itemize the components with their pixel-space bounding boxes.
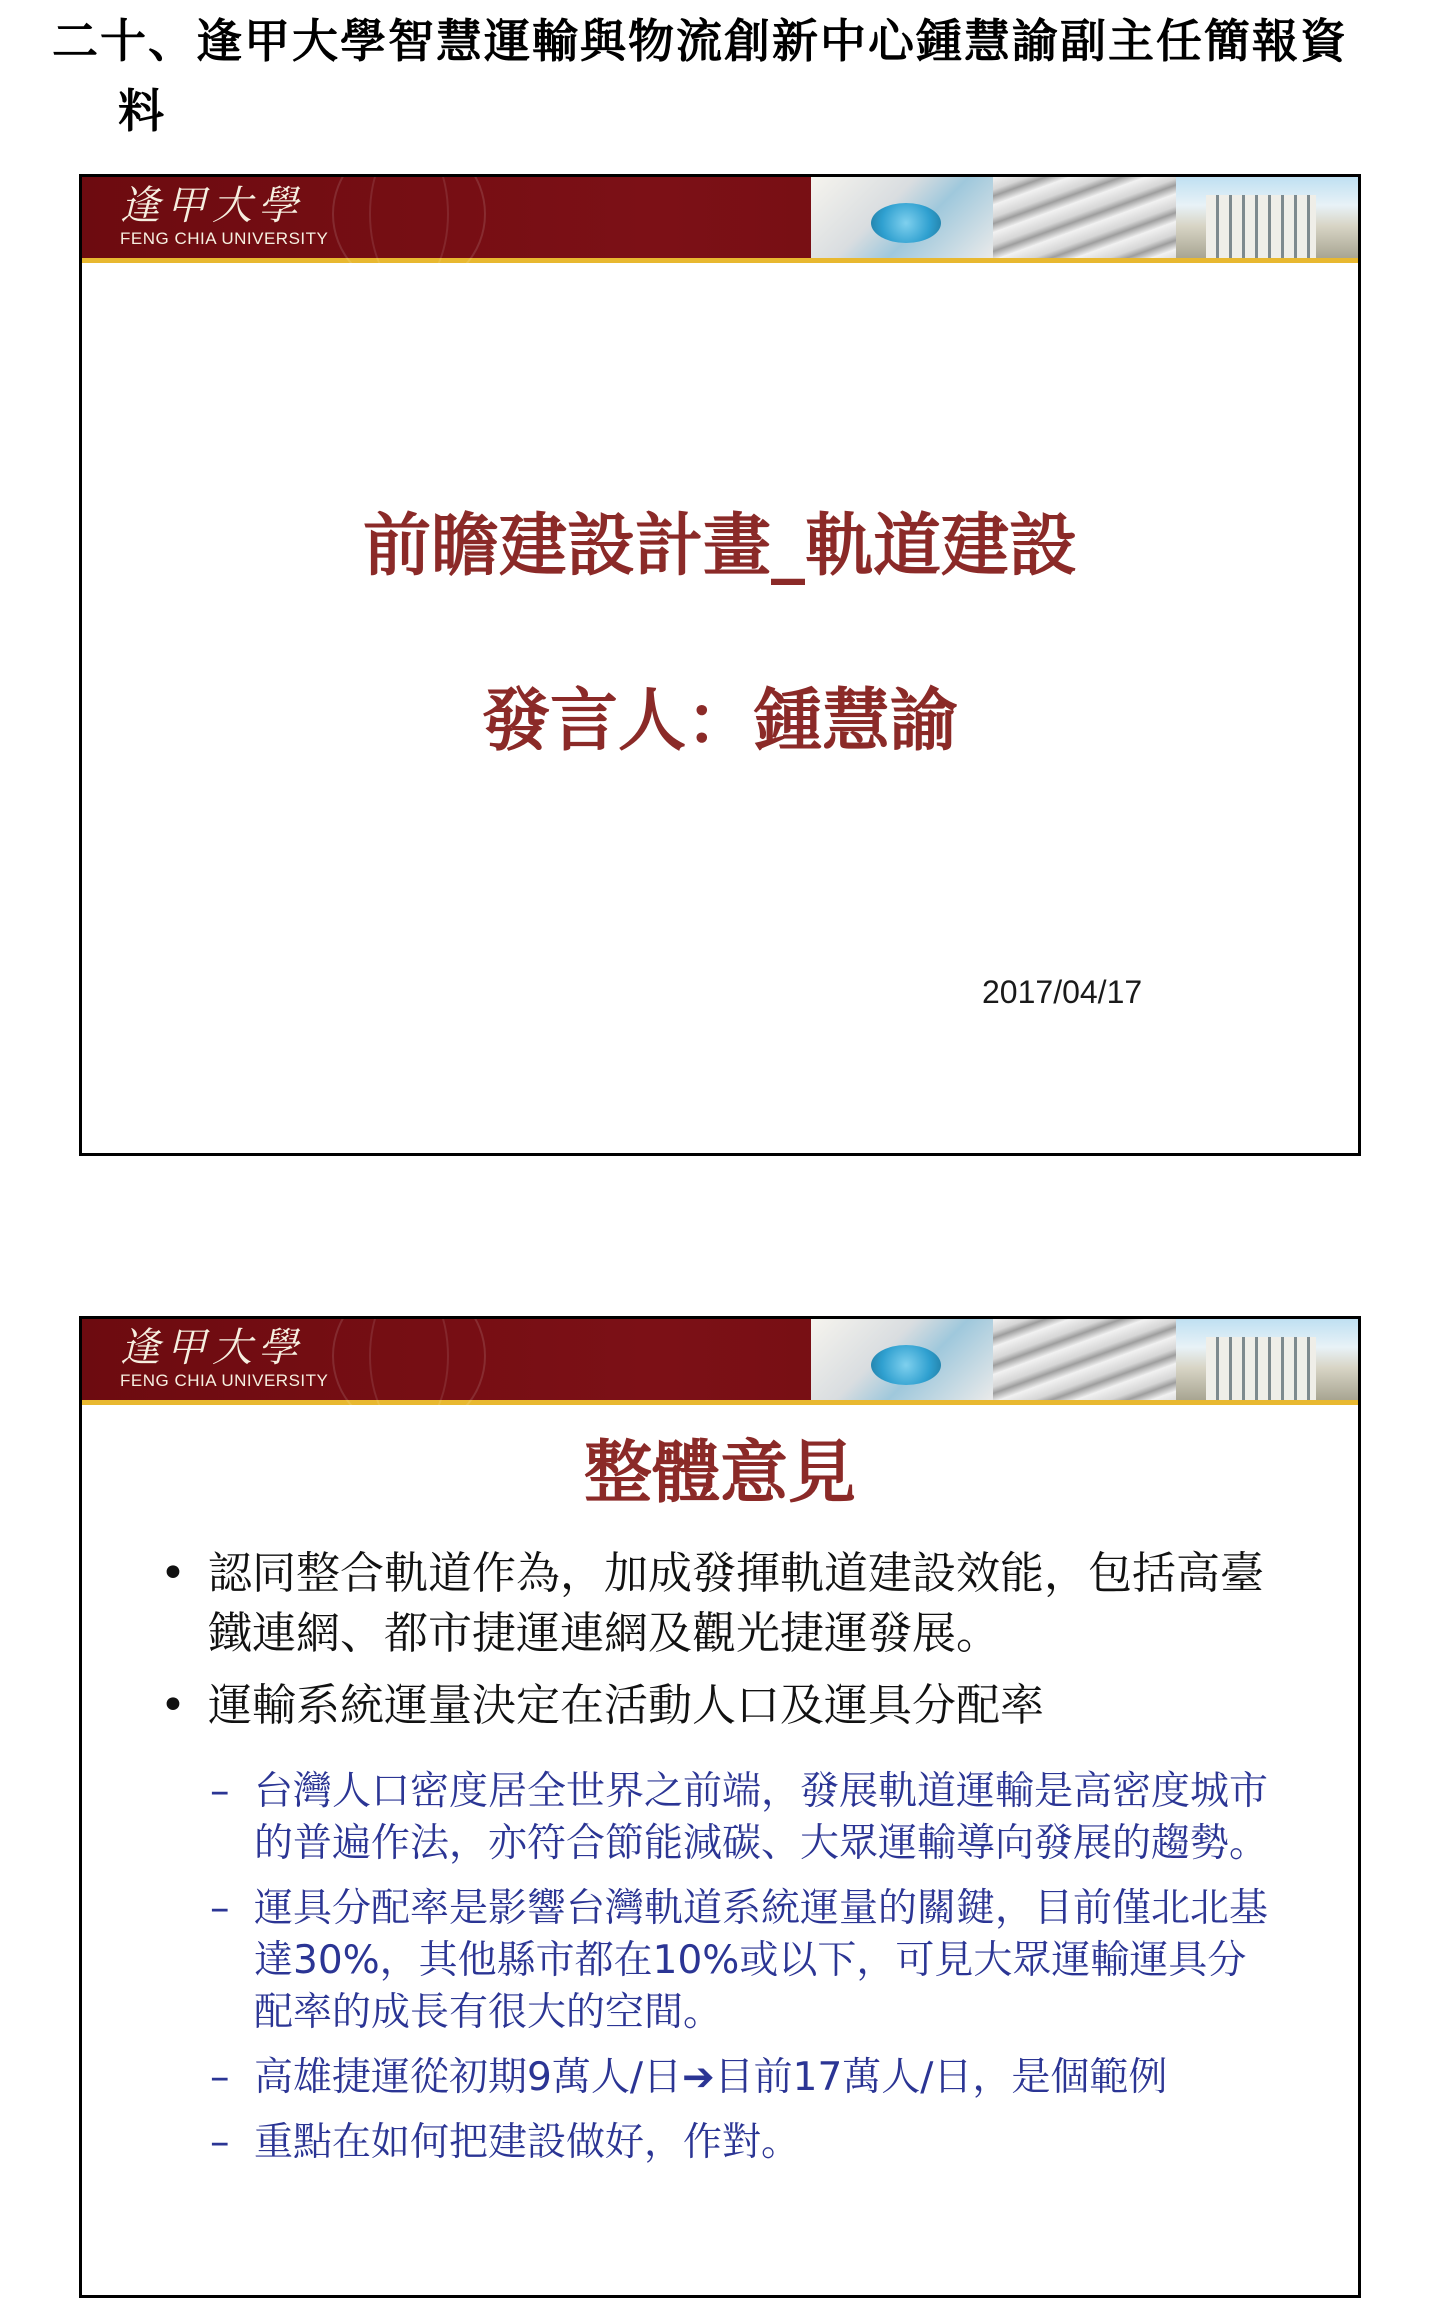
list-item — [152, 1544, 1272, 1664]
sub-bullet-list — [210, 1766, 1280, 2182]
university-logo — [120, 1325, 328, 1391]
list-item — [210, 2117, 1280, 2169]
bullet-text: 運輸系統運量決定在活動人口及運具分配率 — [208, 1680, 1044, 1731]
slide-overall-opinion — [79, 1316, 1361, 2298]
list-item — [152, 1676, 1272, 1736]
slide-date: 2017/04/17 — [982, 974, 1143, 1010]
sub-bullet-text: 重點在如何把建設做好，作對。 — [254, 2120, 801, 2165]
page-heading — [52, 6, 1422, 146]
speaker-text: 發言人：鍾慧諭 — [481, 682, 958, 761]
globe-decoration — [332, 1316, 486, 1433]
page-heading-line1: 二十、逢甲大學智慧運輸與物流創新中心鍾慧諭副主任簡報資 — [52, 14, 1348, 68]
keyboard-photo — [993, 177, 1175, 258]
building-photo — [1176, 177, 1358, 258]
slide-title-text: 整體意見 — [583, 1434, 856, 1513]
slide-title — [79, 174, 1361, 1156]
page-heading-line2: 料 — [118, 84, 166, 138]
banner-photo-strip — [811, 1319, 1358, 1400]
list-item — [210, 1883, 1280, 2039]
logo-calligraphy: 逢甲大學 — [120, 183, 304, 229]
dash-marker: – — [210, 2055, 230, 2100]
list-item — [210, 2052, 1280, 2104]
keyboard-photo — [993, 1319, 1175, 1400]
bullet-marker: • — [160, 1548, 186, 1599]
slide-banner — [82, 1319, 1358, 1405]
globe-decoration — [332, 174, 486, 291]
slide-title-text: 前瞻建設計畫_軌道建設 — [362, 507, 1077, 586]
dash-marker: – — [210, 1886, 230, 1931]
banner-photo-strip — [811, 177, 1358, 258]
logo-calligraphy: 逢甲大學 — [120, 1325, 304, 1371]
sub-bullet-text: 運具分配率是影響台灣軌道系統運量的關鍵，目前僅北北基達30%，其他縣市都在10%或以下，可見大眾運輸運具分配率的成長有很大的空間。 — [254, 1886, 1269, 2035]
bullet-list — [152, 1544, 1272, 1748]
university-logo — [120, 183, 328, 249]
logo-text: FENG CHIA UNIVERSITY — [120, 229, 329, 248]
building-photo — [1176, 1319, 1358, 1400]
dash-marker: – — [210, 1769, 230, 1814]
logo-text: FENG CHIA UNIVERSITY — [120, 1371, 329, 1390]
lab-photo — [811, 1319, 993, 1400]
bullet-text: 認同整合軌道作為，加成發揮軌道建設效能，包括高臺鐵連網、都市捷運連網及觀光捷運發展。 — [208, 1548, 1264, 1659]
dash-marker: – — [210, 2120, 230, 2165]
bullet-marker: • — [160, 1680, 186, 1731]
sub-bullet-text: 高雄捷運從初期9萬人/日➔目前17萬人/日，是個範例 — [254, 2055, 1168, 2100]
lab-photo — [811, 177, 993, 258]
list-item — [210, 1766, 1280, 1870]
slide-banner — [82, 177, 1358, 263]
sub-bullet-text: 台灣人口密度居全世界之前端，發展軌道運輸是高密度城市的普遍作法，亦符合節能減碳、大眾運輸導向發展的趨勢。 — [254, 1769, 1269, 1866]
